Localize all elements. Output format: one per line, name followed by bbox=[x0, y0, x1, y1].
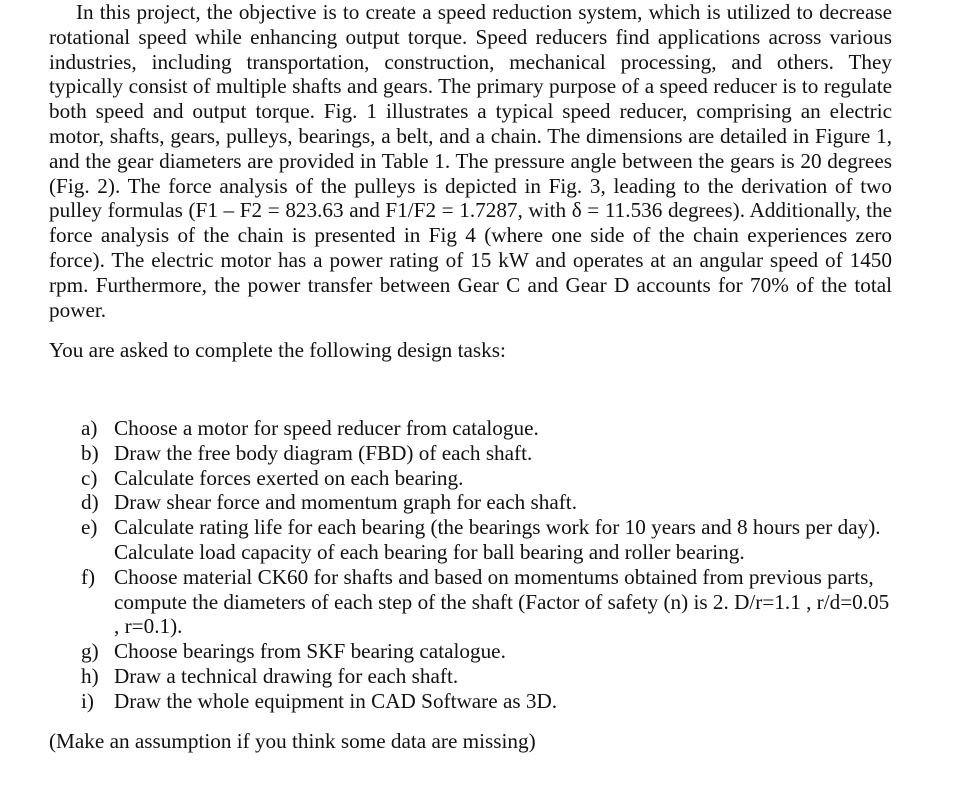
task-text: Calculate rating life for each bearing (the bearings work for 10 years and 8 hours per day). Calculate load capacity of each bearing for ball bearing and roller bearing. bbox=[114, 515, 881, 564]
task-text: Choose a motor for speed reducer from catalogue. bbox=[114, 416, 539, 440]
task-marker: d) bbox=[81, 490, 99, 515]
task-marker: e) bbox=[81, 515, 98, 540]
task-item-d bbox=[81, 490, 892, 515]
task-item-f bbox=[81, 565, 892, 639]
document-page bbox=[49, 0, 892, 753]
task-marker: i) bbox=[81, 688, 94, 713]
task-text: Draw a technical drawing for each shaft. bbox=[114, 663, 459, 688]
assumption-note: (Make an assumption if you think some data are missing) bbox=[49, 729, 536, 753]
task-marker: f) bbox=[81, 564, 96, 589]
task-marker: a) bbox=[81, 416, 98, 440]
task-item-c bbox=[81, 466, 892, 491]
task-text: Choose material CK60 for shafts and based on momentums obtained from previous parts, compute the diameters of each step of the shaft (Factor of safety (n) is 2. D/r=1.1 , r/d=0.05 , r=0.1). bbox=[114, 564, 890, 639]
task-item-h bbox=[81, 664, 892, 689]
intro-paragraph: In this project, the objective is to create a speed reduction system, which is utilized to decrease rotational speed while enhancing output torque. Speed reducers find applications across various industries, including transportation, construction, mechanical processing, and others. They typically consist of multiple shafts and gears. The primary purpose of a speed reducer is to regulate both speed and output torque. Fig. 1 illustrates a typical speed reducer, comprising an electric motor, shafts, gears, pulleys, bearings, a belt, and a chain. The dimensions are detailed in Figure 1, and the gear diameters are provided in Table 1. The pressure angle between the gears is 20 degrees (Fig. 2). The force analysis of the pulleys is depicted in Fig. 3, leading to the derivation of two pulley formulas (F1 – F2 = 823.63 and F1/F2 = 1.7287, with δ = 11.536 degrees). Additionally, the force analysis of the chain is presented in Fig 4 (where one side of the chain experiences zero force). The electric motor has a power rating of 15 kW and operates at an angular speed of 1450 rpm. Furthermore, the power transfer between Gear C and Gear D accounts for 70% of the total power. bbox=[49, 0, 892, 322]
task-marker: h) bbox=[81, 663, 99, 688]
task-item-e bbox=[81, 515, 892, 565]
task-text: Calculate forces exerted on each bearing. bbox=[114, 465, 464, 490]
task-marker: c) bbox=[81, 465, 98, 490]
task-marker: b) bbox=[81, 440, 99, 465]
task-text: Draw the whole equipment in CAD Software as 3D. bbox=[114, 688, 558, 713]
task-marker: g) bbox=[81, 639, 99, 664]
task-item-g bbox=[81, 639, 892, 664]
task-text: Draw shear force and momentum graph for each shaft. bbox=[114, 490, 577, 515]
task-text: Draw the free body diagram (FBD) of each shaft. bbox=[114, 440, 533, 465]
task-list bbox=[81, 416, 892, 714]
task-item-i bbox=[81, 689, 892, 714]
tasks-heading: You are asked to complete the following design tasks: bbox=[49, 338, 506, 362]
task-item-a bbox=[81, 416, 892, 441]
task-text: Choose bearings from SKF bearing catalogue. bbox=[114, 639, 506, 664]
task-item-b bbox=[81, 441, 892, 466]
